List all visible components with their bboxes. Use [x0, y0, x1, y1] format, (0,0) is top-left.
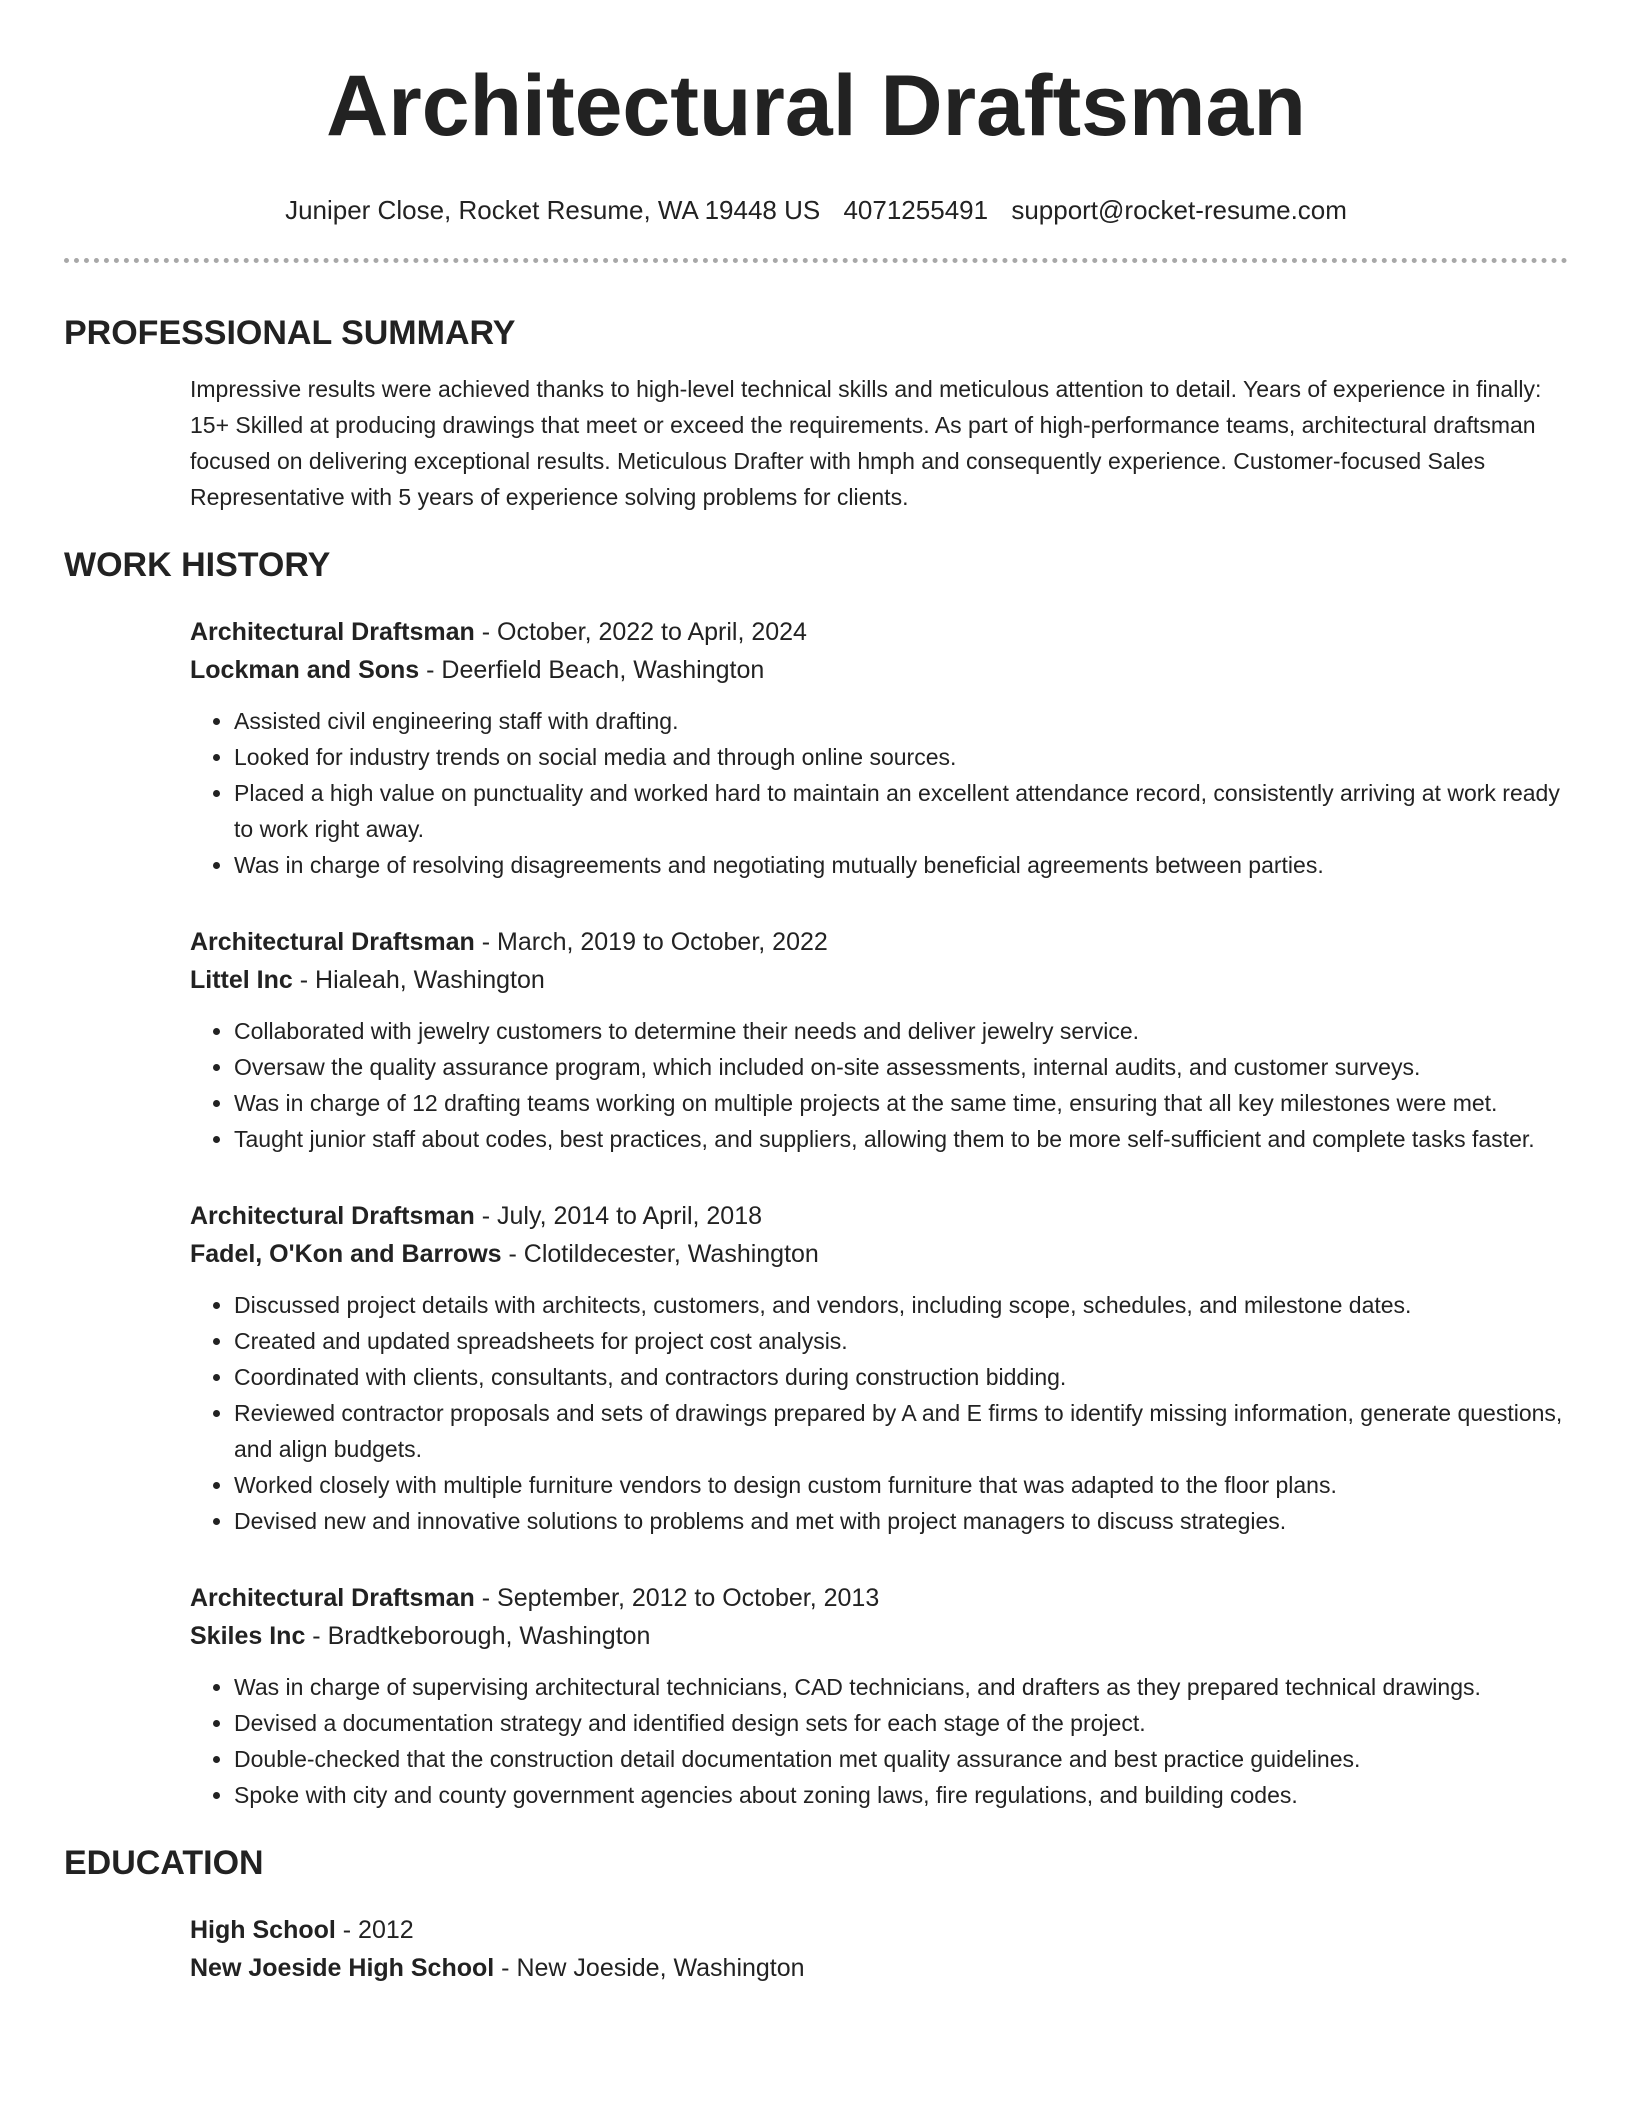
- job-bullet: • Discussed project details with architects, customers, and vendors, including scope, schedules, and milestone dates.: [234, 1287, 1568, 1323]
- education-degree: High School: [190, 1916, 336, 1944]
- job-bullet: • Taught junior staff about codes, best practices, and suppliers, allowing them to be more self-sufficient and complete tasks faster.: [234, 1121, 1568, 1157]
- job-bullet: • Was in charge of 12 drafting teams working on multiple projects at the same time, ensuring that all key milestones were met.: [234, 1085, 1568, 1121]
- resume-name: Architectural Draftsman: [326, 58, 1306, 154]
- job-location: - Bradtkeborough, Washington: [305, 1622, 651, 1650]
- job-location: - Clotildecester, Washington: [501, 1240, 819, 1268]
- job-bullet: • Looked for industry trends on social media and through online sources.: [234, 739, 1568, 775]
- job-bullet: • Spoke with city and county government agencies about zoning laws, fire regulations, and building codes.: [234, 1777, 1568, 1813]
- education-year: - 2012: [335, 1916, 414, 1944]
- job-bullet: • Double-checked that the construction detail documentation met quality assurance and best practice guidelines.: [234, 1741, 1568, 1777]
- job-title-line: [190, 1197, 1568, 1235]
- job-company: Lockman and Sons: [190, 656, 420, 684]
- job-bullets: [190, 1669, 1568, 1813]
- job-bullet: • Assisted civil engineering staff with drafting.: [234, 703, 1568, 739]
- job-role: Architectural Draftsman: [190, 1584, 475, 1612]
- job-company: Fadel, O'Kon and Barrows: [190, 1240, 502, 1268]
- job-dates: - July, 2014 to April, 2018: [474, 1202, 763, 1230]
- summary-text: Impressive results were achieved thanks to high-level technical skills and meticulous attention to detail. Years of experience in finally: 15+ Skilled at producing drawings that meet or exceed the requirements. As part of high-performance teams, architectural draftsman focused on delivering exceptional results. Meticulous Drafter with hmph and consequently experience. Customer-focused Sales Representative with 5 years of experience solving problems for clients.: [190, 376, 1542, 510]
- job-entry: [190, 1579, 1568, 1813]
- job-bullets: [190, 703, 1568, 883]
- job-dates: - March, 2019 to October, 2022: [474, 928, 828, 956]
- job-entry: [190, 923, 1568, 1157]
- job-bullet: • Created and updated spreadsheets for project cost analysis.: [234, 1323, 1568, 1359]
- job-bullet: • Worked closely with multiple furniture vendors to design custom furniture that was adapted to the floor plans.: [234, 1467, 1568, 1503]
- education-location: - New Joeside, Washington: [494, 1954, 805, 1982]
- contact-address: Juniper Close, Rocket Resume, WA 19448 US: [285, 195, 821, 225]
- job-bullet: • Reviewed contractor proposals and sets of drawings prepared by A and E firms to identify missing information, generate questions, and align budgets.: [234, 1395, 1568, 1467]
- job-bullet: • Was in charge of resolving disagreements and negotiating mutually beneficial agreements between parties.: [234, 847, 1568, 883]
- job-role: Architectural Draftsman: [190, 928, 475, 956]
- job-bullet: • Placed a high value on punctuality and worked hard to maintain an excellent attendance record, consistently arriving at work ready to work right away.: [234, 775, 1568, 847]
- job-bullet: • Oversaw the quality assurance program, which included on-site assessments, internal audits, and customer surveys.: [234, 1049, 1568, 1085]
- job-title-line: [190, 923, 1568, 961]
- job-bullets: [190, 1287, 1568, 1539]
- job-company: Skiles Inc: [190, 1622, 306, 1650]
- work-history-list: [190, 613, 1568, 1813]
- job-dates: - September, 2012 to October, 2013: [474, 1584, 880, 1612]
- education-school: New Joeside High School: [190, 1954, 495, 1982]
- job-company-line: [190, 1617, 1568, 1655]
- job-title-line: [190, 1579, 1568, 1617]
- work-history-heading: WORK HISTORY: [64, 546, 331, 584]
- contact-email: support@rocket-resume.com: [1011, 195, 1347, 225]
- job-location: - Hialeah, Washington: [292, 966, 545, 994]
- job-bullet: • Devised new and innovative solutions to problems and met with project managers to discuss strategies.: [234, 1503, 1568, 1539]
- job-company-line: [190, 651, 1568, 689]
- job-bullets: [190, 1013, 1568, 1157]
- education-degree-line: [190, 1911, 1568, 1949]
- education-entry: [190, 1911, 1568, 1987]
- summary-heading: PROFESSIONAL SUMMARY: [64, 314, 516, 352]
- education-heading: EDUCATION: [64, 1844, 264, 1882]
- job-company: Littel Inc: [190, 966, 293, 994]
- job-company-line: [190, 961, 1568, 999]
- job-bullet: • Was in charge of supervising architectural technicians, CAD technicians, and drafters as they prepared technical drawings.: [234, 1669, 1568, 1705]
- job-role: Architectural Draftsman: [190, 618, 475, 646]
- contact-line: [64, 194, 1568, 226]
- job-bullet: • Devised a documentation strategy and identified design sets for each stage of the project.: [234, 1705, 1568, 1741]
- job-dates: - October, 2022 to April, 2024: [474, 618, 807, 646]
- job-bullet: • Collaborated with jewelry customers to determine their needs and deliver jewelry service.: [234, 1013, 1568, 1049]
- header-divider: [64, 258, 1568, 263]
- job-bullet: • Coordinated with clients, consultants, and contractors during construction bidding.: [234, 1359, 1568, 1395]
- job-role: Architectural Draftsman: [190, 1202, 475, 1230]
- education-school-line: [190, 1949, 1568, 1987]
- job-entry: [190, 613, 1568, 883]
- job-company-line: [190, 1235, 1568, 1273]
- contact-phone: 4071255491: [843, 195, 989, 225]
- job-entry: [190, 1197, 1568, 1539]
- job-location: - Deerfield Beach, Washington: [419, 656, 765, 684]
- job-title-line: [190, 613, 1568, 651]
